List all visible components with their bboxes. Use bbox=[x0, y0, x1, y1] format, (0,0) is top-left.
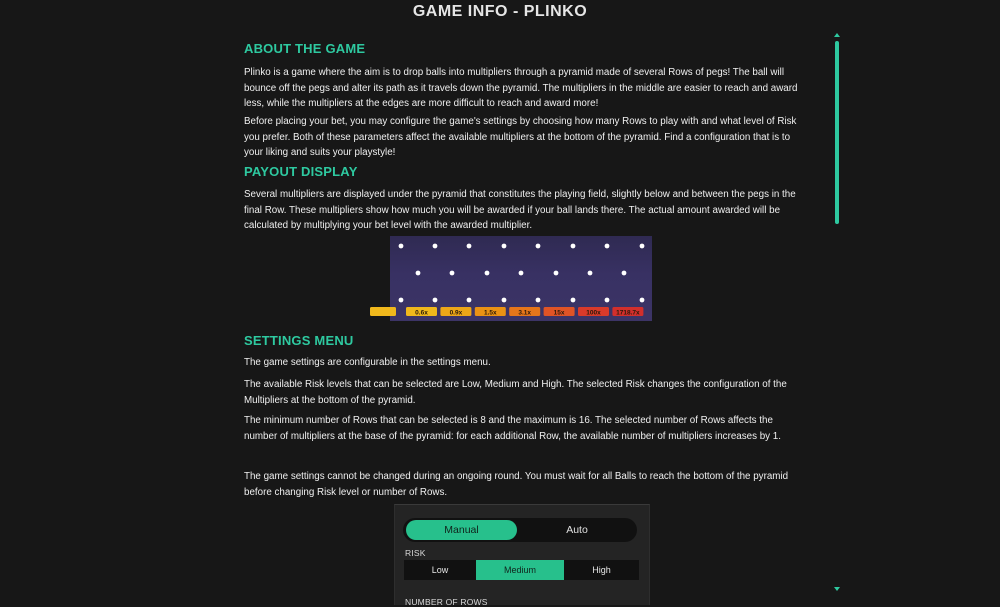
multiplier-slot-partial bbox=[370, 307, 396, 316]
risk-option-high: High bbox=[592, 565, 611, 575]
peg bbox=[399, 298, 404, 303]
peg bbox=[519, 271, 524, 276]
peg bbox=[640, 244, 645, 249]
multiplier-label: 3.1x bbox=[518, 309, 532, 317]
page-title: GAME INFO - PLINKO bbox=[412, 3, 588, 20]
multiplier-label: 100x bbox=[586, 309, 601, 317]
peg bbox=[536, 298, 541, 303]
peg bbox=[450, 271, 455, 276]
peg bbox=[433, 298, 438, 303]
about-paragraph-1: Plinko is a game where the aim is to drop balls into multipliers through a pyramid made of several Rows of pegs! The ball will bounce off the pegs and alter its path as it travels down the pyramid. The multipliers in the middle are easier to reach and award less, while the multipliers at the edges are more difficult to reach and award more! bbox=[244, 67, 798, 109]
risk-selector bbox=[404, 560, 639, 580]
settings-menu-image bbox=[394, 504, 650, 605]
peg bbox=[554, 271, 559, 276]
peg bbox=[502, 244, 507, 249]
payout-paragraph-1: Several multipliers are displayed under the pyramid that constitutes the playing field, slightly below and between the pegs in the final Row. These multipliers show how much you will be awarded if your ball lands there. The actual amount awarded will be calculated by multiplying your bet level with the awarded multiplier. bbox=[244, 189, 796, 231]
plinko-board-graphic bbox=[390, 236, 652, 321]
peg bbox=[433, 244, 438, 249]
mode-auto-option: Auto bbox=[566, 524, 588, 536]
multiplier-label: 0.9x bbox=[449, 309, 463, 317]
peg bbox=[536, 244, 541, 249]
peg bbox=[640, 298, 645, 303]
settings-paragraph-2: The available Risk levels that can be selected are Low, Medium and High. The selected Risk changes the configuration of the Multipliers at the bottom of the pyramid. bbox=[244, 379, 787, 406]
peg bbox=[622, 271, 627, 276]
about-paragraph-2: Before placing your bet, you may configure the game's settings by choosing how many Rows to play with and what level of Risk you prefer. Both of these parameters affect the available multipliers at the bottom of the pyramid. Find a configuration that is to your liking and suits your playstyle! bbox=[244, 116, 797, 158]
peg bbox=[416, 271, 421, 276]
risk-option-low: Low bbox=[431, 565, 449, 575]
peg bbox=[605, 244, 610, 249]
multiplier-label: 15x bbox=[553, 309, 565, 317]
peg bbox=[605, 298, 610, 303]
mode-manual-option: Manual bbox=[406, 520, 517, 540]
about-heading: ABOUT THE GAME bbox=[244, 41, 366, 56]
settings-paragraph-3: The minimum number of Rows that can be selected is 8 and the maximum is 16. The selected number of Rows affects the number of multipliers at the base of the pyramid: for each additional Row, the available number of multipliers increases by 1. bbox=[244, 415, 781, 442]
payout-heading: PAYOUT DISPLAY bbox=[244, 164, 358, 179]
rows-label: NUMBER OF ROWS bbox=[405, 597, 488, 607]
multiplier-label: 1718.7x bbox=[616, 309, 640, 317]
multiplier-label: 0.6x bbox=[415, 309, 428, 317]
settings-heading: SETTINGS MENU bbox=[244, 333, 354, 348]
scroll-up-arrow-icon[interactable] bbox=[834, 33, 840, 37]
plinko-board-image bbox=[390, 236, 652, 321]
settings-paragraph-4: The game settings cannot be changed during an ongoing round. You must wait for all Balls to reach the bottom of the pyramid before changing Risk level or number of Rows. bbox=[244, 471, 789, 498]
peg bbox=[571, 244, 576, 249]
peg bbox=[571, 298, 576, 303]
peg bbox=[467, 298, 472, 303]
peg bbox=[502, 298, 507, 303]
risk-label: RISK bbox=[405, 548, 426, 558]
mode-toggle bbox=[403, 518, 637, 542]
multiplier-label: 1.5x bbox=[483, 309, 497, 317]
scroll-down-arrow-icon[interactable] bbox=[834, 587, 840, 591]
risk-option-medium: Medium bbox=[476, 560, 564, 580]
peg bbox=[588, 271, 593, 276]
peg bbox=[485, 271, 490, 276]
peg bbox=[399, 244, 404, 249]
settings-paragraph-1: The game settings are configurable in the settings menu. bbox=[244, 357, 491, 368]
scrollbar-thumb[interactable] bbox=[835, 41, 839, 224]
peg bbox=[467, 244, 472, 249]
